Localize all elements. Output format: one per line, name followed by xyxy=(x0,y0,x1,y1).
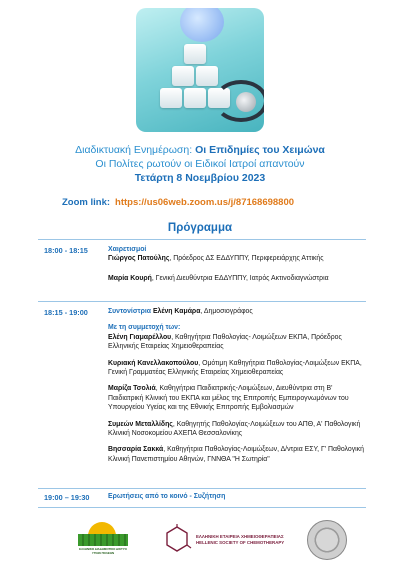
logo2-line1: ΕΛΛΗΝΙΚΗ ΕΤΑΙΡΕΙΑ ΧΗΜΕΙΟΘΕΡΑΠΕΙΑΣ xyxy=(196,534,284,539)
medical-cube-icon xyxy=(184,88,206,108)
speaker-desc: , Καθηγήτρια Παιδιατρικής-Λοιμώξεων, Διευθύντρια στη Β' Παιδιατρική Κλινική του ΕΚΠΑ και μέλος της Επιτροπής Εμπειρογνωμόνων του Υπουργείου Υγείας και της Εθνικής Επιτροπής Εμβολιασμών xyxy=(108,385,349,412)
medical-cube-icon xyxy=(160,88,182,108)
medical-cube-icon xyxy=(184,44,206,64)
speaker-desc: , Καθηγητής Παθολογίας-Λοιμώξεων του ΑΠΘ, Α' Παθολογική Κλινική Νοσοκομείου ΑΧΕΠΑ Θεσσαλονίκης xyxy=(108,420,361,438)
speaker-desc: , Καθηγήτρια Παθολογίας-Λοιμώξεων, Δ/ντρια ΕΣΥ, Γ' Παθολογική Κλινική Πανεπιστημίου Αθηνών, ΓΝΝΘΑ "Η Σωτηρία" xyxy=(108,446,364,463)
speaker-name: Μαρίζα Τσολιά xyxy=(108,385,156,393)
speaker-entry xyxy=(108,445,366,464)
session-heading: Ερωτήσεις από το κοινό - Συζήτηση xyxy=(108,493,226,500)
event-subtitle: Οι Πολίτες ρωτούν οι Ειδικοί Ιατροί απαντούν xyxy=(95,158,305,170)
medical-cube-icon xyxy=(196,66,218,86)
participation-heading: Με τη συμμετοχή των: xyxy=(108,324,181,332)
speaker-desc: , Ομότιμη Καθηγήτρια Παθολογίας-Λοιμώξεων ΕΚΠΑ, Γενική Γραμματέας Ελληνικής Εταιρείας Χημειοθεραπείας xyxy=(108,359,362,377)
speaker-name: Συμεών Μεταλλίδης xyxy=(108,420,173,428)
event-title xyxy=(0,143,400,157)
speaker-name: Βησσαρία Σακκά xyxy=(108,446,164,454)
speaker-entry xyxy=(108,359,366,378)
moderator-name: Ελένη Καμάρα xyxy=(152,308,201,315)
session-welcome xyxy=(108,245,366,283)
event-title-prefix: Διαδικτυακή Ενημέρωση: xyxy=(75,144,196,156)
stethoscope-bell-icon xyxy=(236,92,256,112)
speaker-desc: , Γενική Διευθύντρια ΕΔΔΥΠΠΥ, Ιατρός Ακτινοδιαγνώστρια xyxy=(151,274,329,282)
zoom-link-url[interactable]: https://us06web.zoom.us/j/87168698800 xyxy=(115,197,295,208)
session-time: 18:15 - 19:00 xyxy=(44,308,88,317)
moderator-desc: , Δημοσιογράφος xyxy=(200,308,253,315)
program-title: Πρόγραμμα xyxy=(167,222,233,234)
zoom-link-label: Zoom link: xyxy=(62,197,111,208)
divider xyxy=(38,239,366,240)
glove-graphic xyxy=(180,8,224,42)
speaker-name: Γιώργος Πατούλης xyxy=(108,255,170,263)
event-title-bold: Οι Επιδημίες του Χειμώνα xyxy=(195,144,325,156)
logo1-text: ΕΛΛΗΝΙΚΟ ΔΙΑΔΗΜΟΤΙΚΟ ΔΙΚΤΥΟ ΥΓΙΩΝ ΠΟΛΕΩΝ xyxy=(79,547,127,555)
seal-logo xyxy=(307,520,347,560)
zoom-link-row xyxy=(62,197,294,208)
divider xyxy=(38,301,366,302)
speaker-desc: , Καθηγήτρια Παθολογίας- Λοιμώξεων ΕΚΠΑ, Πρόεδρος Ελληνικής Εταιρείας Χημειοθεραπείας xyxy=(108,333,342,351)
speaker-desc: , Πρόεδρος ΔΣ ΕΔΔΥΠΠΥ, Περιφερειάρχης Αττικής xyxy=(169,255,324,263)
session-time: 19:00 – 19:30 xyxy=(44,493,90,502)
moderator-label: Συντονίστρια xyxy=(108,308,153,315)
grass-icon xyxy=(78,534,128,546)
session-time: 18:00 - 18:15 xyxy=(44,246,88,255)
hero-image xyxy=(136,8,264,132)
molecule-icon xyxy=(162,524,192,554)
event-header xyxy=(0,143,400,186)
healthy-cities-network-logo xyxy=(78,522,128,558)
speaker-name: Κυριακή Κανελλακοπούλου xyxy=(108,359,199,367)
chemotherapy-society-logo xyxy=(162,524,302,556)
logo2-line2: HELLENIC SOCIETY OF CHEMOTHERAPY xyxy=(196,540,285,545)
divider xyxy=(38,507,366,508)
moderator-entry xyxy=(108,307,366,316)
event-date: Τετάρτη 8 Νοεμβρίου 2023 xyxy=(134,172,266,184)
speaker-entry xyxy=(108,333,366,352)
divider xyxy=(38,488,366,489)
sponsor-logos xyxy=(0,518,400,562)
medical-cube-icon xyxy=(172,66,194,86)
speaker-name: Μαρία Κουρή xyxy=(108,274,152,282)
speaker-entry xyxy=(108,274,366,283)
speaker-name: Ελένη Γιαμαρέλλου xyxy=(108,333,172,341)
speaker-entry xyxy=(108,420,366,439)
session-heading: Χαιρετισμοί xyxy=(108,246,147,253)
speaker-entry xyxy=(108,384,366,412)
session-panel xyxy=(108,307,366,464)
session-qa xyxy=(108,492,366,501)
speaker-entry xyxy=(108,254,366,263)
